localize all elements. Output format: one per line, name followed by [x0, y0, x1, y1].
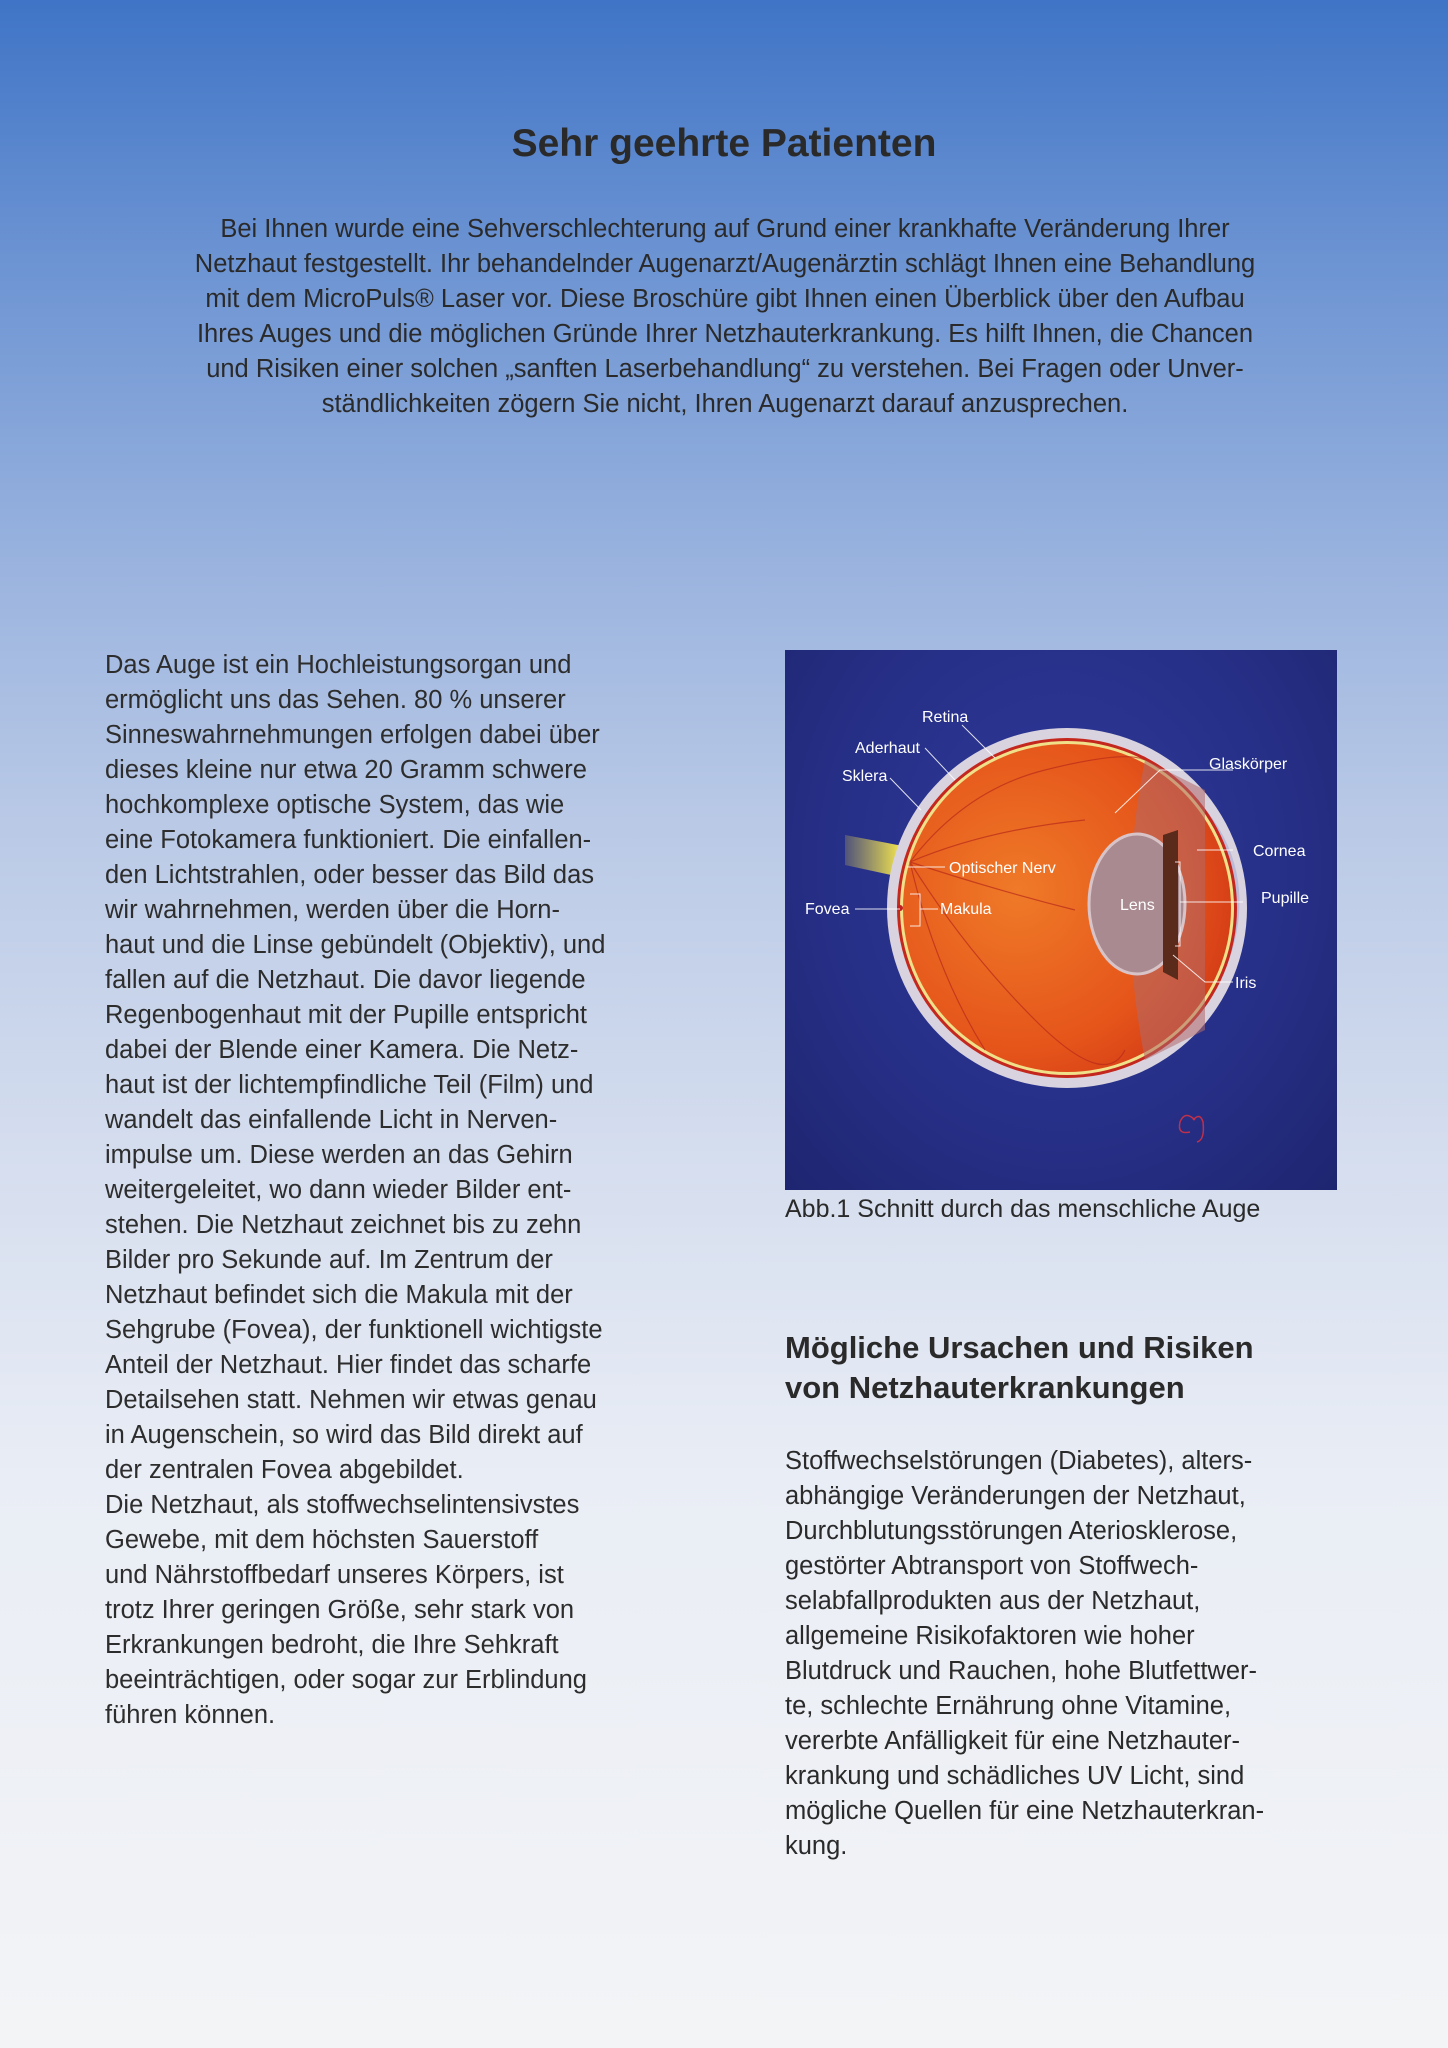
label-aderhaut: Aderhaut — [855, 740, 920, 757]
text-line: wandelt das einfallende Licht in Nerven- — [105, 1106, 558, 1134]
text-line: stehen. Die Netzhaut zeichnet bis zu zehn — [105, 1211, 582, 1239]
text-line: mögliche Quellen für eine Netzhauterkran- — [785, 1797, 1265, 1825]
text-line: dieses kleine nur etwa 20 Gramm schwere — [105, 756, 587, 784]
text-line: Stoffwechselstörungen (Diabetes), alters- — [785, 1447, 1253, 1475]
text-line: Detailsehen statt. Nehmen wir etwas genau — [105, 1386, 597, 1414]
label-optischer-nerv: Optischer Nerv — [949, 860, 1056, 877]
artist-signature — [1179, 1115, 1203, 1142]
text-line: haut und die Linse gebündelt (Objektiv), und — [105, 931, 606, 959]
label-glaskoerper: Glaskörper — [1209, 756, 1288, 773]
label-pupille: Pupille — [1261, 890, 1310, 907]
eye-description-paragraph — [105, 648, 665, 1733]
page-title: Sehr geehrte Patienten — [511, 122, 937, 165]
text-line: mit dem MicroPuls® Laser vor. Diese Broschüre gibt Ihnen einen Überblick über den Aufbau — [205, 285, 1245, 313]
text-line: vererbte Anfälligkeit für eine Netzhauter- — [785, 1727, 1240, 1755]
text-line: Das Auge ist ein Hochleistungsorgan und — [105, 651, 572, 679]
text-line: und Risiken einer solchen „sanften Laserbehandlung“ zu verstehen. Bei Fragen oder Unver- — [206, 355, 1244, 383]
text-line: Sinneswahrnehmungen erfolgen dabei über — [105, 721, 600, 749]
text-line: ermöglicht uns das Sehen. 80 % unserer — [105, 686, 566, 714]
text-line: kung. — [785, 1832, 848, 1860]
text-line: Netzhaut befindet sich die Makula mit der — [105, 1281, 573, 1309]
text-line: ständlichkeiten zögern Sie nicht, Ihren Augenarzt darauf anzusprechen. — [321, 390, 1129, 418]
text-line: Erkrankungen bedroht, die Ihre Sehkraft — [105, 1631, 559, 1659]
text-line: impulse um. Diese werden an das Gehirn — [105, 1141, 573, 1169]
text-line: Ihres Auges und die möglichen Gründe Ihrer Netzhauterkrankung. Es hilft Ihnen, die Chancen — [196, 320, 1254, 348]
text-line: in Augenschein, so wird das Bild direkt auf — [105, 1421, 583, 1449]
causes-paragraph — [785, 1444, 1345, 1864]
text-line: fallen auf die Netzhaut. Die davor liegende — [105, 966, 586, 994]
label-lens: Lens — [1120, 897, 1155, 914]
label-sklera: Sklera — [842, 768, 888, 785]
text-line: haut ist der lichtempfindliche Teil (Film) und — [105, 1071, 594, 1099]
heading-line: Mögliche Ursachen und Risiken — [785, 1330, 1254, 1365]
figure-caption: Abb.1 Schnitt durch das menschliche Auge — [785, 1195, 1261, 1223]
text-line: abhängige Veränderungen der Netzhaut, — [785, 1482, 1246, 1510]
label-iris: Iris — [1235, 975, 1257, 992]
text-line: der zentralen Fovea abgebildet. — [105, 1456, 464, 1484]
text-line: und Nährstoffbedarf unseres Körpers, ist — [105, 1561, 564, 1589]
text-line: krankung und schädliches UV Licht, sind — [785, 1762, 1245, 1790]
eye-cross-section-figure — [785, 650, 1337, 1190]
text-line: hochkomplexe optische System, das wie — [105, 791, 565, 819]
text-line: trotz Ihrer geringen Größe, sehr stark von — [105, 1596, 575, 1624]
text-line: den Lichtstrahlen, oder besser das Bild das — [105, 861, 595, 889]
text-line: Sehgrube (Fovea), der funktionell wichtigste — [105, 1316, 603, 1344]
intro-paragraph — [100, 212, 1350, 422]
eye-diagram — [785, 650, 1337, 1190]
text-line: eine Fotokamera funktioniert. Die einfallen- — [105, 826, 592, 854]
text-line: selabfallprodukten aus der Netzhaut, — [785, 1587, 1201, 1615]
text-line: Bilder pro Sekunde auf. Im Zentrum der — [105, 1246, 553, 1274]
text-line: Regenbogenhaut mit der Pupille entspricht — [105, 1001, 587, 1029]
text-line: Gewebe, mit dem höchsten Sauerstoff — [105, 1526, 539, 1554]
text-line: Blutdruck und Rauchen, hohe Blutfettwer- — [785, 1657, 1258, 1685]
text-line: Durchblutungsstörungen Ateriosklerose, — [785, 1517, 1238, 1545]
label-fovea: Fovea — [805, 901, 850, 918]
section-heading — [785, 1328, 1254, 1408]
text-line: beeinträchtigen, oder sogar zur Erblindung — [105, 1666, 587, 1694]
text-line: te, schlechte Ernährung ohne Vitamine, — [785, 1692, 1232, 1720]
text-line: weitergeleitet, wo dann wieder Bilder ent- — [105, 1176, 572, 1204]
heading-line: von Netzhauterkrankungen — [785, 1370, 1185, 1405]
text-line: Anteil der Netzhaut. Hier findet das scharfe — [105, 1351, 592, 1379]
text-line: Bei Ihnen wurde eine Sehverschlechterung auf Grund einer krankhafte Veränderung Ihrer — [220, 215, 1230, 243]
text-line: wir wahrnehmen, werden über die Horn- — [105, 896, 560, 924]
text-line: Die Netzhaut, als stoffwechselintensivstes — [105, 1491, 580, 1519]
text-line: führen können. — [105, 1701, 276, 1729]
label-makula: Makula — [940, 901, 992, 918]
text-line: gestörter Abtransport von Stoffwech- — [785, 1552, 1199, 1580]
label-cornea: Cornea — [1253, 843, 1306, 860]
label-retina: Retina — [922, 709, 969, 726]
text-line: Netzhaut festgestellt. Ihr behandelnder Augenarzt/Augenärztin schlägt Ihnen eine Behandlung — [194, 250, 1256, 278]
text-line: dabei der Blende einer Kamera. Die Netz- — [105, 1036, 579, 1064]
text-line: allgemeine Risikofaktoren wie hoher — [785, 1622, 1195, 1650]
